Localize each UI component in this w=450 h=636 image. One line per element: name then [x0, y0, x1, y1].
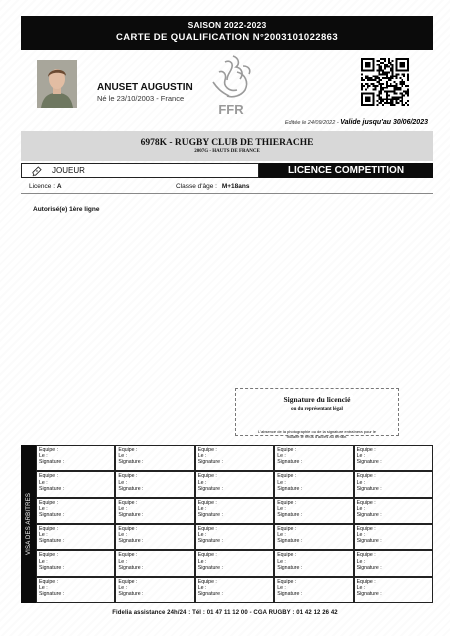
licence-value: A: [56, 183, 62, 190]
visa-line: Le :: [39, 453, 48, 460]
visa-line: Signature :: [277, 512, 303, 519]
visa-line: Le :: [39, 532, 48, 539]
visa-line: Equipe :: [39, 526, 59, 532]
visa-cell: [195, 445, 274, 471]
visa-cell: [36, 498, 115, 524]
referee-visa-grid: [36, 445, 433, 603]
visa-line: Equipe :: [118, 578, 138, 585]
visa-line: Signature :: [197, 459, 223, 466]
visa-line: Equipe :: [118, 447, 138, 453]
visa-line: Signature :: [118, 512, 144, 519]
visa-cell: [195, 577, 274, 603]
visa-line: Equipe :: [118, 499, 138, 506]
visa-line: Equipe :: [118, 552, 138, 559]
visa-line: Le :: [39, 584, 48, 591]
visa-line: Equipe :: [356, 499, 376, 506]
signature-note: L'absence de la photographie ou de la signature entraînera pour le titulaire le refus d'accès au terrain.: [258, 429, 376, 439]
edition-date: Editée le 24/09/2022 -: [284, 120, 341, 126]
visa-line: Le :: [118, 453, 128, 460]
visa-line: Signature :: [118, 591, 144, 598]
club-band: [21, 131, 433, 161]
visa-line: Le :: [118, 532, 128, 539]
player-name: ANUSET AUGUSTIN: [97, 82, 193, 93]
visa-line: Signature :: [356, 564, 382, 571]
role-box: [21, 163, 259, 178]
visa-line: Equipe :: [197, 499, 217, 506]
season-label: SAISON 2022-2023: [187, 20, 267, 30]
visa-line: Equipe :: [356, 447, 376, 453]
signature-box: [235, 388, 399, 439]
player-photo: [37, 60, 77, 108]
visa-line: Le :: [197, 453, 207, 460]
visa-cell: [36, 524, 115, 550]
ffr-logo-text: FFR: [218, 102, 244, 117]
visa-line: Le :: [277, 532, 286, 539]
visa-cell: [115, 498, 194, 524]
visa-line: Le :: [277, 505, 286, 512]
visa-line: Signature :: [277, 591, 303, 598]
visa-line: Equipe :: [277, 552, 297, 559]
visa-line: Equipe :: [356, 578, 376, 585]
visa-cell: [354, 445, 433, 471]
visa-cell: [274, 445, 353, 471]
valid-until: Valide jusqu'au 30/06/2023: [340, 119, 428, 126]
age-class-field: [176, 183, 249, 190]
club-region: 2007G - HAUTS DE FRANCE: [194, 149, 260, 154]
visa-cell: [274, 577, 353, 603]
visa-line: Le :: [39, 505, 48, 512]
visa-cell: [274, 471, 353, 497]
visa-line: Signature :: [118, 485, 144, 492]
visa-cell: [354, 498, 433, 524]
divider: [21, 193, 433, 194]
visa-line: Le :: [118, 479, 128, 486]
visa-cell: [354, 524, 433, 550]
visa-line: Le :: [118, 558, 128, 565]
assistance-footer: Fidelia assistance 24h/24 : Tél : 01 47 11 12 00 - CGA RUGBY : 01 42 12 26 42: [112, 610, 338, 616]
visa-line: Equipe :: [197, 552, 217, 559]
visa-line: Le :: [197, 558, 207, 565]
visa-line: Signature :: [118, 459, 144, 466]
age-class-label: Classe d'âge :: [176, 183, 217, 190]
visa-line: Le :: [356, 532, 366, 539]
visa-line: Equipe :: [356, 473, 376, 480]
visa-line: Equipe :: [118, 526, 138, 532]
visa-line: Le :: [356, 584, 366, 591]
visa-line: Signature :: [356, 591, 382, 598]
visa-line: Le :: [277, 584, 286, 591]
visa-line: Signature :: [197, 591, 223, 598]
visa-line: Equipe :: [277, 499, 297, 506]
visa-line: Le :: [197, 584, 207, 591]
visa-cell: [274, 498, 353, 524]
visa-cell: [115, 471, 194, 497]
visa-cell: [274, 550, 353, 576]
visa-cell: [195, 471, 274, 497]
visa-line: Le :: [197, 532, 207, 539]
role-label: JOUEUR: [52, 166, 85, 175]
visa-line: Signature :: [277, 459, 303, 466]
visa-line: Signature :: [197, 512, 223, 519]
visa-line: Le :: [197, 505, 207, 512]
visa-line: Le :: [356, 558, 366, 565]
visa-line: Equipe :: [39, 578, 59, 585]
visa-line: Le :: [39, 479, 48, 486]
licence-field: [29, 183, 62, 190]
visa-line: Signature :: [39, 564, 65, 571]
visa-line: Equipe :: [277, 578, 297, 585]
visa-cell: [115, 577, 194, 603]
visa-cell: [195, 524, 274, 550]
visa-cell: [36, 550, 115, 576]
visa-cell: [36, 471, 115, 497]
card-number: CARTE DE QUALIFICATION N°2003101022863: [115, 32, 339, 43]
visa-line: Signature :: [39, 459, 65, 466]
visa-line: Le :: [118, 584, 128, 591]
visa-cell: [354, 577, 433, 603]
visa-cell: [115, 524, 194, 550]
visa-line: Le :: [197, 479, 207, 486]
licence-label: Licence :: [29, 183, 56, 190]
visa-line: Equipe :: [39, 447, 59, 453]
visa-line: Le :: [356, 479, 366, 486]
visa-cell: [354, 550, 433, 576]
visa-line: Le :: [39, 558, 48, 565]
visa-line: Le :: [277, 479, 286, 486]
visa-line: Equipe :: [277, 473, 297, 480]
visa-line: Signature :: [197, 485, 223, 492]
age-class-value: M+18ans: [221, 183, 250, 190]
visa-line: Signature :: [277, 564, 303, 571]
visa-cell: [274, 524, 353, 550]
visa-line: Equipe :: [39, 552, 59, 559]
player-birth: Né le 23/10/2003 - France: [97, 94, 185, 103]
visa-line: Signature :: [356, 512, 382, 519]
visa-line: Signature :: [39, 591, 65, 598]
authorisation-note: Autorisé(e) 1ère ligne: [33, 206, 100, 213]
visa-line: Signature :: [277, 485, 303, 492]
visa-line: Signature :: [39, 512, 65, 519]
visa-line: Equipe :: [197, 447, 217, 453]
header-band: [21, 16, 433, 50]
visa-line: Equipe :: [277, 526, 297, 532]
signature-subtitle: ou du représentant légal: [291, 407, 343, 412]
licence-band: [21, 163, 433, 178]
visa-line: Equipe :: [197, 473, 217, 480]
visa-cell: [115, 445, 194, 471]
visa-cell: [195, 550, 274, 576]
visa-line: Signature :: [197, 564, 223, 571]
visa-cell: [36, 577, 115, 603]
visa-cell: [195, 498, 274, 524]
referee-visa-label: VISA DES ARBITRES: [25, 492, 32, 556]
visa-cell: [115, 550, 194, 576]
visa-line: Le :: [356, 505, 366, 512]
referee-visa-band: [21, 445, 36, 603]
qr-code-icon: [361, 58, 409, 106]
visa-line: Equipe :: [197, 578, 217, 585]
pen-icon: [31, 166, 42, 177]
visa-line: Signature :: [118, 564, 144, 571]
visa-line: Equipe :: [356, 552, 376, 559]
visa-line: Equipe :: [39, 473, 59, 480]
visa-line: Signature :: [39, 485, 65, 492]
visa-line: Equipe :: [39, 499, 59, 506]
visa-line: Signature :: [197, 538, 223, 545]
validity-line: [285, 119, 428, 126]
visa-cell: [36, 445, 115, 471]
signature-title: Signature du licencié: [281, 395, 354, 404]
club-name: 6978K - RUGBY CLUB DE THIERACHE: [140, 138, 314, 148]
visa-line: Equipe :: [277, 447, 297, 453]
visa-line: Signature :: [39, 538, 65, 545]
rooster-logo-icon: [203, 52, 259, 118]
visa-cell: [354, 471, 433, 497]
visa-line: Signature :: [356, 459, 382, 466]
visa-line: Le :: [277, 558, 286, 565]
visa-line: Signature :: [277, 538, 303, 545]
visa-line: Equipe :: [197, 526, 217, 532]
visa-line: Equipe :: [118, 473, 138, 480]
visa-line: Signature :: [118, 538, 144, 545]
visa-line: Le :: [118, 505, 128, 512]
visa-line: Equipe :: [356, 526, 376, 532]
licence-type: LICENCE COMPETITION: [259, 163, 433, 178]
visa-line: Signature :: [356, 485, 382, 492]
visa-line: Signature :: [356, 538, 382, 545]
visa-line: Le :: [277, 453, 286, 460]
visa-line: Le :: [356, 453, 366, 460]
